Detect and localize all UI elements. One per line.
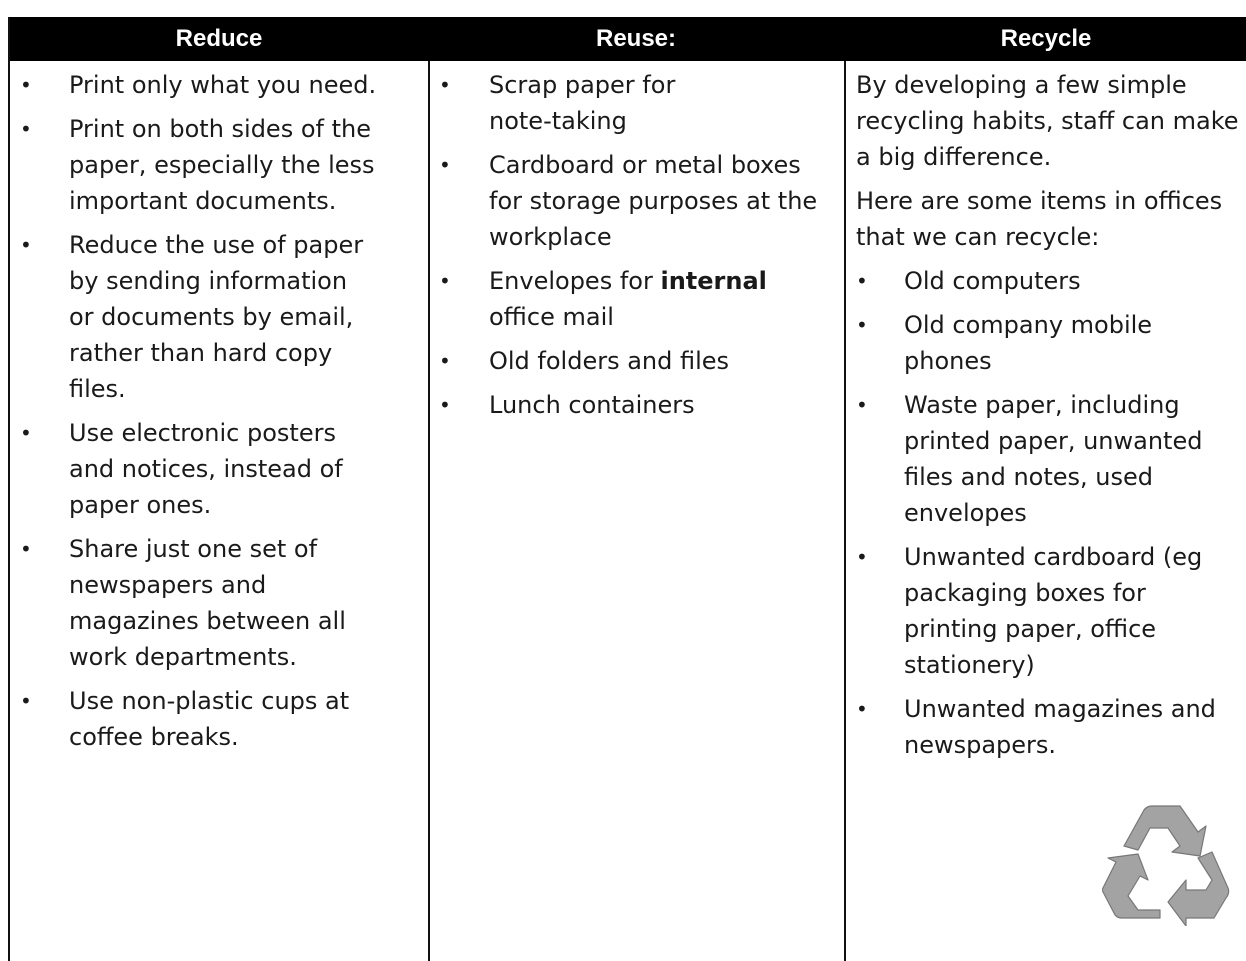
list-item-text: Unwanted cardboard (eg packaging boxes for printing paper, office stationery) <box>904 543 1203 679</box>
bullet-icon: • <box>20 689 32 713</box>
list-item <box>856 691 1244 763</box>
list-item <box>856 387 1244 531</box>
list-item <box>856 539 1244 683</box>
list-item-text: Waste paper, including printed paper, unwanted files and notes, used envelopes <box>904 391 1203 527</box>
recycle-symbol-icon <box>1102 800 1230 926</box>
list-item <box>439 263 840 335</box>
list-item <box>856 263 1244 299</box>
list-item <box>439 343 840 379</box>
bullet-icon: • <box>856 269 868 293</box>
list-item-text: Cardboard or metal boxes for storage purposes at the workplace <box>489 151 818 251</box>
list-item <box>439 67 840 139</box>
reuse-list <box>430 61 846 423</box>
bullet-icon: • <box>856 697 868 721</box>
bullet-icon: • <box>20 537 32 561</box>
list-item-text: Old folders and files <box>489 347 730 375</box>
reuse-column <box>428 61 846 961</box>
list-item-text: Use non-plastic cups at coffee breaks. <box>69 687 350 751</box>
list-item-text: Share just one set of newspapers and magazines between all work departments. <box>69 535 346 671</box>
bullet-icon: • <box>20 117 32 141</box>
list-item <box>20 67 422 103</box>
waste-table <box>8 17 1246 961</box>
bullet-icon: • <box>20 73 32 97</box>
list-item-text: Use electronic posters and notices, instead of paper ones. <box>69 419 343 519</box>
recycle-arrow-right <box>1168 852 1229 926</box>
list-item-text: Print on both sides of the paper, especially the less important documents. <box>69 115 375 215</box>
list-item-text: Reduce the use of paper by sending information or documents by email, rather than hard copy files. <box>69 231 364 403</box>
list-item <box>856 307 1244 379</box>
list-item <box>439 147 840 255</box>
reduce-column <box>10 61 428 961</box>
list-item-text: Lunch containers <box>489 391 695 419</box>
list-item-text-before: Envelopes for <box>489 267 661 295</box>
bullet-icon: • <box>439 153 451 177</box>
list-item-text: Old computers <box>904 267 1081 295</box>
recycle-arrow-top <box>1124 806 1206 856</box>
bullet-icon: • <box>439 393 451 417</box>
bullet-icon: • <box>439 269 451 293</box>
header-reuse: Reuse: <box>595 25 677 52</box>
recycle-list <box>846 263 1246 763</box>
list-item <box>20 227 422 407</box>
recycle-intro: By developing a few simple recycling habits, staff can make a big difference. <box>856 71 1239 171</box>
bullet-icon: • <box>439 349 451 373</box>
header-recycle: Recycle <box>1000 25 1092 52</box>
table-header <box>10 17 1246 61</box>
list-item-text-after: office mail <box>489 303 614 331</box>
list-item-text-bold: internal <box>660 267 767 295</box>
recycle-lead: Here are some items in offices that we can recycle: <box>856 187 1223 251</box>
list-item-text: Scrap paper for note-taking <box>489 71 676 135</box>
bullet-icon: • <box>856 393 868 417</box>
list-item-text: Unwanted magazines and newspapers. <box>904 695 1216 759</box>
list-item <box>20 531 422 675</box>
list-item <box>439 387 840 423</box>
recycle-arrow-left <box>1102 854 1160 918</box>
bullet-icon: • <box>439 73 451 97</box>
list-item <box>20 683 422 755</box>
bullet-icon: • <box>856 545 868 569</box>
list-item-text: Old company mobile phones <box>904 311 1153 375</box>
bullet-icon: • <box>856 313 868 337</box>
list-item <box>20 111 422 219</box>
header-reduce: Reduce <box>175 25 263 52</box>
bullet-icon: • <box>20 233 32 257</box>
list-item-text: Print only what you need. <box>69 71 377 99</box>
bullet-icon: • <box>20 421 32 445</box>
reduce-list <box>10 61 428 755</box>
list-item <box>20 415 422 523</box>
